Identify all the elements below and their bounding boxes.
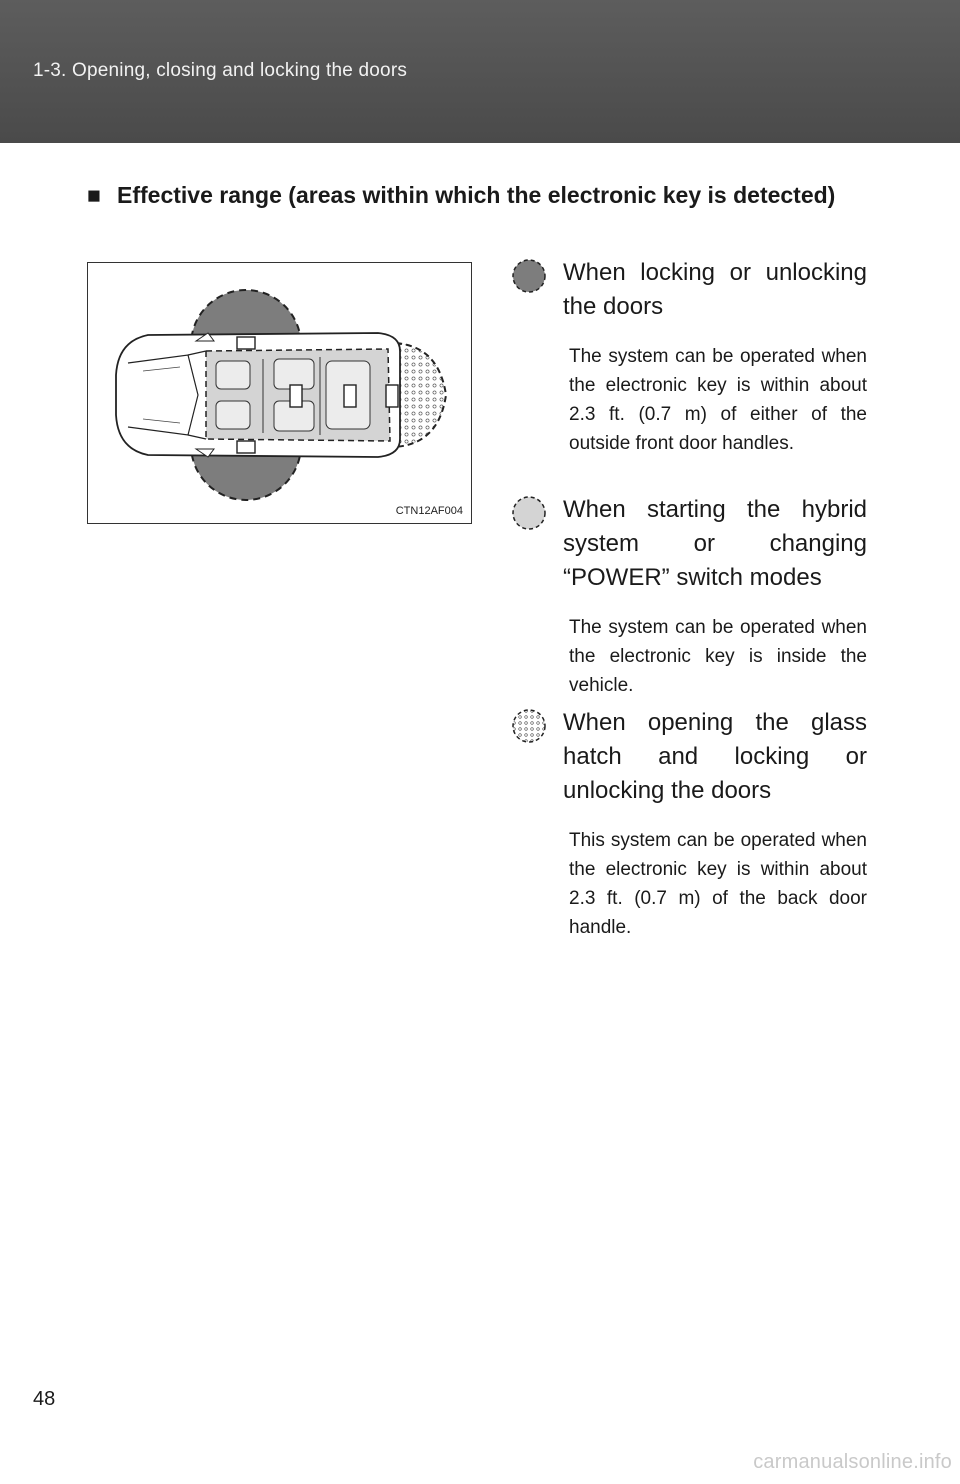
vehicle-top-view-illustration	[88, 263, 471, 523]
legend-description: The system can be operated when the electronic key is inside the vehicle.	[569, 617, 867, 696]
section-heading-text: Effective range (areas within which the electronic key is detected)	[117, 182, 836, 208]
light-gray-circle-icon	[511, 495, 547, 531]
legend-item-glass-hatch	[507, 706, 867, 942]
square-bullet-icon: ■	[87, 182, 101, 208]
dark-gray-circle-icon	[511, 258, 547, 294]
legend-title: When opening the glass hatch and locking or unlocking the doors	[563, 709, 867, 804]
legend-description: This system can be operated when the electronic key is within about 2.3 ft. (0.7 m) of the back door handle.	[569, 830, 867, 938]
legend-title: When starting the hybrid system or changing “POWER” switch modes	[563, 496, 867, 591]
legend-description: The system can be operated when the electronic key is within about 2.3 ft. (0.7 m) of either of the outside front door handles.	[569, 346, 867, 454]
page-number: 48	[33, 1388, 56, 1410]
vehicle-range-figure	[87, 262, 472, 524]
legend-item-door-lock	[507, 256, 867, 458]
chapter-title: 1-3. Opening, closing and locking the doors	[33, 60, 408, 81]
dotted-circle-icon	[511, 708, 547, 744]
watermark-link[interactable]: carmanualsonline.info	[753, 1451, 952, 1473]
page-header	[0, 0, 960, 143]
section-heading	[87, 177, 867, 213]
figure-code: CTN12AF004	[395, 505, 463, 517]
legend-item-hybrid-start	[507, 493, 867, 700]
legend-title: When locking or unlocking the doors	[563, 259, 867, 320]
